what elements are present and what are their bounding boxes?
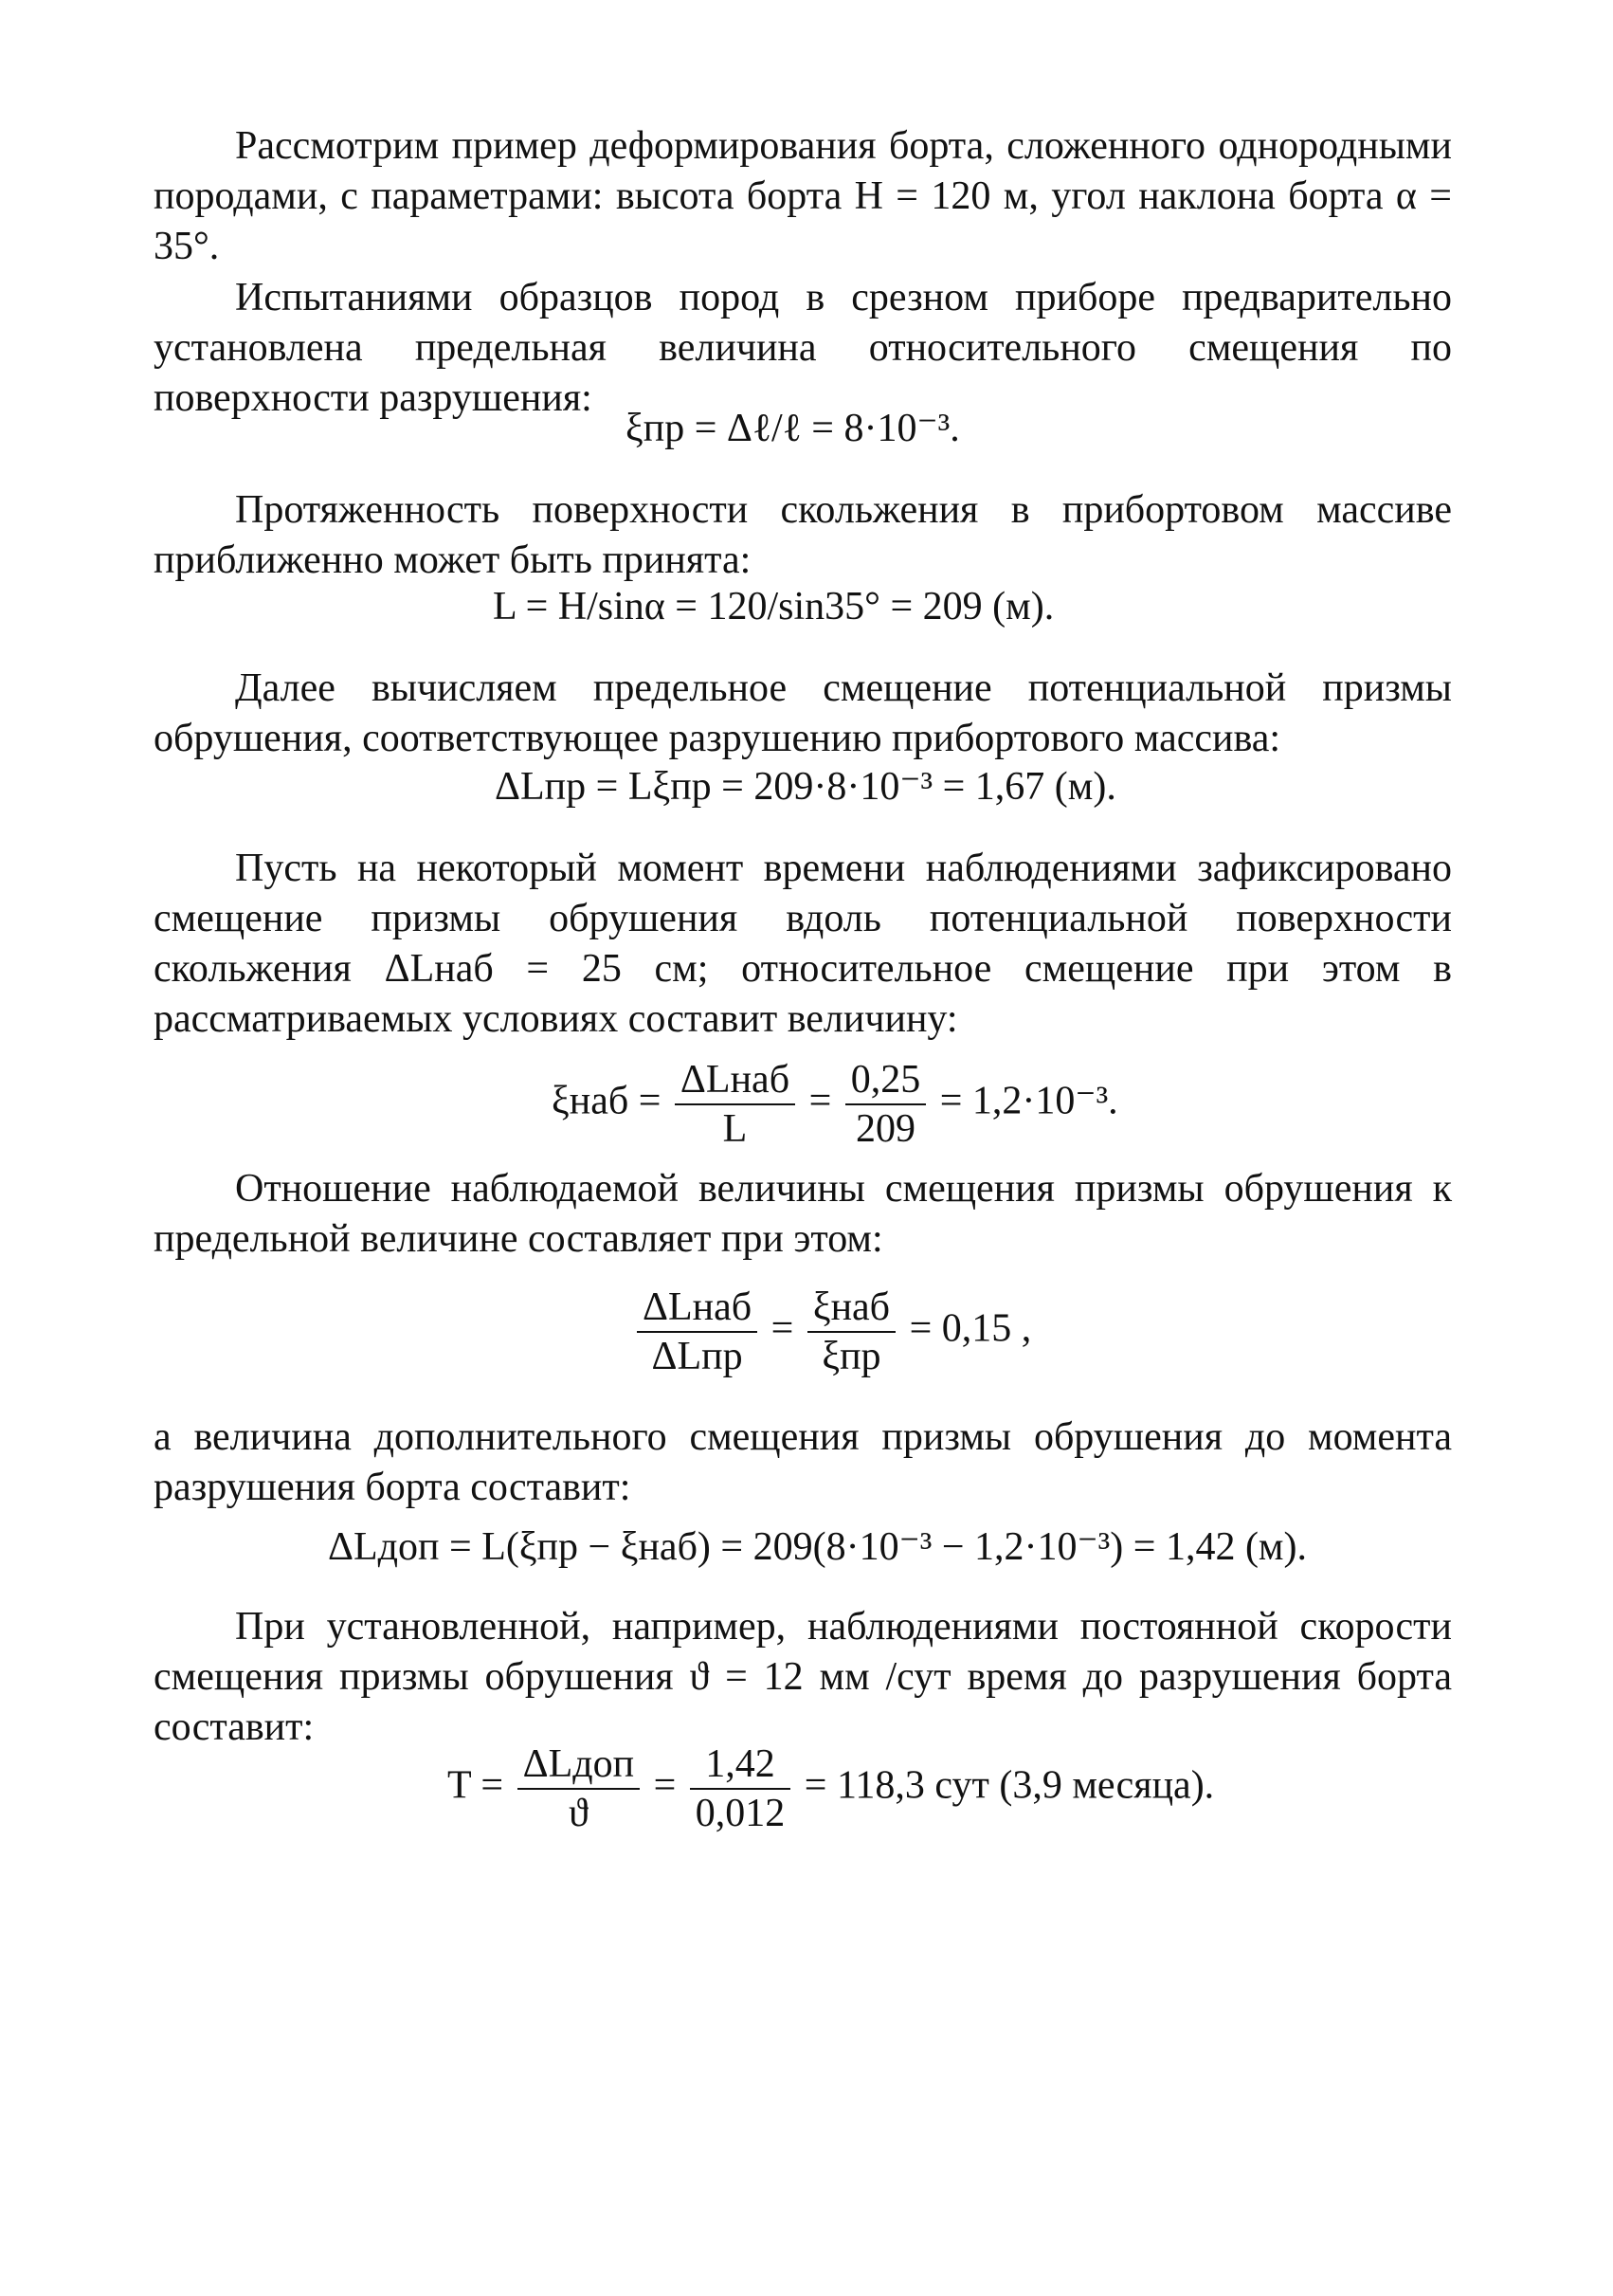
fraction-numerator: ΔLдоп bbox=[517, 1740, 641, 1790]
formula-slip-length: L = H/sinα = 120/sin35° = 209 (м). bbox=[493, 585, 1055, 629]
formula-rhs: = 0,15 , bbox=[909, 1306, 1032, 1351]
fraction-numerator: ξнаб bbox=[807, 1284, 896, 1333]
formula-equals: = bbox=[808, 1079, 832, 1123]
fraction-2 bbox=[845, 1056, 927, 1153]
fraction-1 bbox=[675, 1056, 795, 1153]
formula-lhs: ξнаб = bbox=[552, 1079, 662, 1123]
formula-limit-displacement: ΔLпр = Lξпр = 209·8·10⁻³ = 1,67 (м). bbox=[495, 765, 1116, 809]
fraction-numerator: 0,25 bbox=[845, 1056, 927, 1105]
formula-rhs: = 118,3 сут (3,9 месяца). bbox=[804, 1763, 1215, 1808]
fraction-denominator: 209 bbox=[856, 1107, 915, 1151]
formula-lhs: T = bbox=[447, 1763, 504, 1808]
fraction-denominator: L bbox=[722, 1107, 748, 1151]
paragraph-5: Пусть на некоторый момент времени наблюдениями зафиксировано смещение призмы обрушения вдоль потенциальной поверхности скольжения ΔLнаб = 25 см; относительное смещение при этом в рассматриваемых условиях составит величину: bbox=[154, 847, 1452, 1041]
paragraph-4: Далее вычисляем предельное смещение потенциальной призмы обрушения, соответствующее разрушению прибортового массива: bbox=[154, 666, 1452, 760]
fraction-1 bbox=[517, 1740, 641, 1837]
paragraph-7: а величина дополнительного смещения призмы обрушения до момента разрушения борта составит: bbox=[154, 1415, 1452, 1509]
fraction-numerator: ΔLнаб bbox=[675, 1056, 795, 1105]
formula-ratio bbox=[633, 1284, 1031, 1380]
fraction-numerator: 1,42 bbox=[690, 1740, 791, 1790]
formula-xi-limit: ξпр = Δℓ/ℓ = 8·10⁻³. bbox=[625, 407, 960, 450]
formula-rhs: = 1,2·10⁻³. bbox=[939, 1079, 1118, 1123]
fraction-numerator: ΔLнаб bbox=[637, 1284, 757, 1333]
paragraph-1: Рассмотрим пример деформирования борта, сложенного однородными породами, с параметрами: высота борта H = 120 м, угол наклона борта α = 35°. bbox=[154, 124, 1452, 268]
paragraph-6: Отношение наблюдаемой величины смещения призмы обрушения к предельной величине составляет при этом: bbox=[154, 1167, 1452, 1261]
fraction-denominator: 0,012 bbox=[695, 1792, 786, 1835]
fraction-2 bbox=[807, 1284, 896, 1380]
formula-additional-displacement: ΔLдоп = L(ξпр − ξнаб) = 209(8·10⁻³ − 1,2·10⁻³) = 1,42 (м). bbox=[328, 1525, 1307, 1569]
fraction-2 bbox=[690, 1740, 791, 1837]
fraction-denominator: ξпр bbox=[822, 1335, 881, 1378]
fraction-denominator: ΔLпр bbox=[651, 1335, 743, 1378]
formula-observed-relative bbox=[552, 1056, 1118, 1153]
paragraph-2: Испытаниями образцов пород в срезном приборе предварительно установлена предельная величина относительного смещения по поверхности разрушения: bbox=[154, 276, 1452, 420]
formula-equals: = bbox=[770, 1306, 794, 1351]
fraction-denominator: ϑ bbox=[568, 1792, 589, 1835]
paragraph-8: При установленной, например, наблюдениями постоянной скорости смещения призмы обрушения ϑ = 12 мм /сут время до разрушения борта составит: bbox=[154, 1605, 1452, 1749]
formula-equals: = bbox=[653, 1763, 677, 1808]
paragraph-3: Протяженность поверхности скольжения в прибортовом массиве приближенно может быть принята: bbox=[154, 488, 1452, 582]
formula-time-to-failure bbox=[447, 1740, 1214, 1837]
fraction-1 bbox=[637, 1284, 757, 1380]
